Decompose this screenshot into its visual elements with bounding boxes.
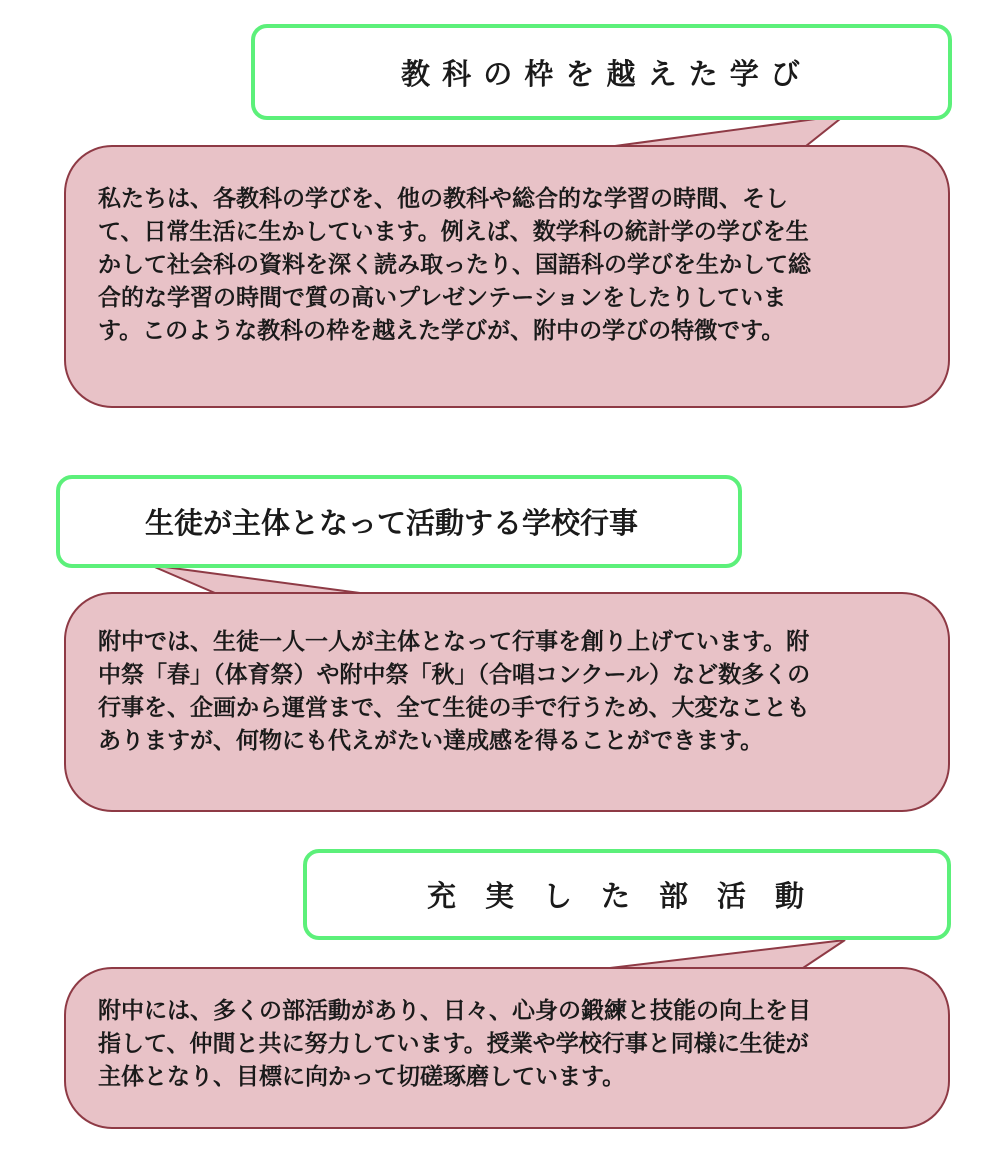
section-1-line: 私たちは、各教科の学びを、他の教科や総合的な学習の時間、そし xyxy=(98,186,788,212)
section-1-text-bubble xyxy=(64,145,950,408)
section-1-line: 合的な学習の時間で質の高いプレゼンテーションをしたりしていま xyxy=(98,285,787,312)
section-3-line: 主体となり、目標に向かって切磋琢磨しています。 xyxy=(98,1064,626,1091)
connector-section-3 xyxy=(610,940,845,968)
section-1-line: かして社会科の資料を深く読み取ったり、国語科の学びを生かして総 xyxy=(98,252,811,279)
section-1-line: て、日常生活に生かしています。例えば、数学科の統計学の学びを生 xyxy=(98,219,809,246)
section-2-line: 行事を、企画から運営まで、全て生徒の手で行うため、大変なことも xyxy=(98,695,810,722)
section-2-text-bubble xyxy=(64,592,950,812)
section-1-line: す。このような教科の枠を越えた学びが、附中の学びの特徴です。 xyxy=(98,318,785,345)
section-2-line: 中祭「春」（体育祭）や附中祭「秋」（合唱コンクール）など数多くの xyxy=(98,662,811,689)
section-3-heading xyxy=(303,849,951,940)
section-2-heading xyxy=(56,475,742,568)
section-3-heading-text: 充 実 し た 部 活 動 xyxy=(427,879,805,913)
section-3-line: 附中には、多くの部活動があり、日々、心身の鍛練と技能の向上を目 xyxy=(98,998,811,1024)
section-3-text-bubble xyxy=(64,967,950,1129)
section-2-line: 附中では、生徒一人一人が主体となって行事を創り上げています。附 xyxy=(98,629,810,655)
section-3-line: 指して、仲間と共に努力しています。授業や学校行事と同様に生徒が xyxy=(98,1031,809,1058)
section-1-heading-text: 教 科 の 枠 を 越 え た 学 び xyxy=(401,56,801,91)
section-2-line: ありますが、何物にも代えがたい達成感を得ることができます。 xyxy=(98,728,764,755)
section-2-heading-text: 生徒が主体となって活動する学校行事 xyxy=(145,506,639,540)
connector-section-2 xyxy=(150,565,360,593)
section-1-heading xyxy=(251,24,952,120)
